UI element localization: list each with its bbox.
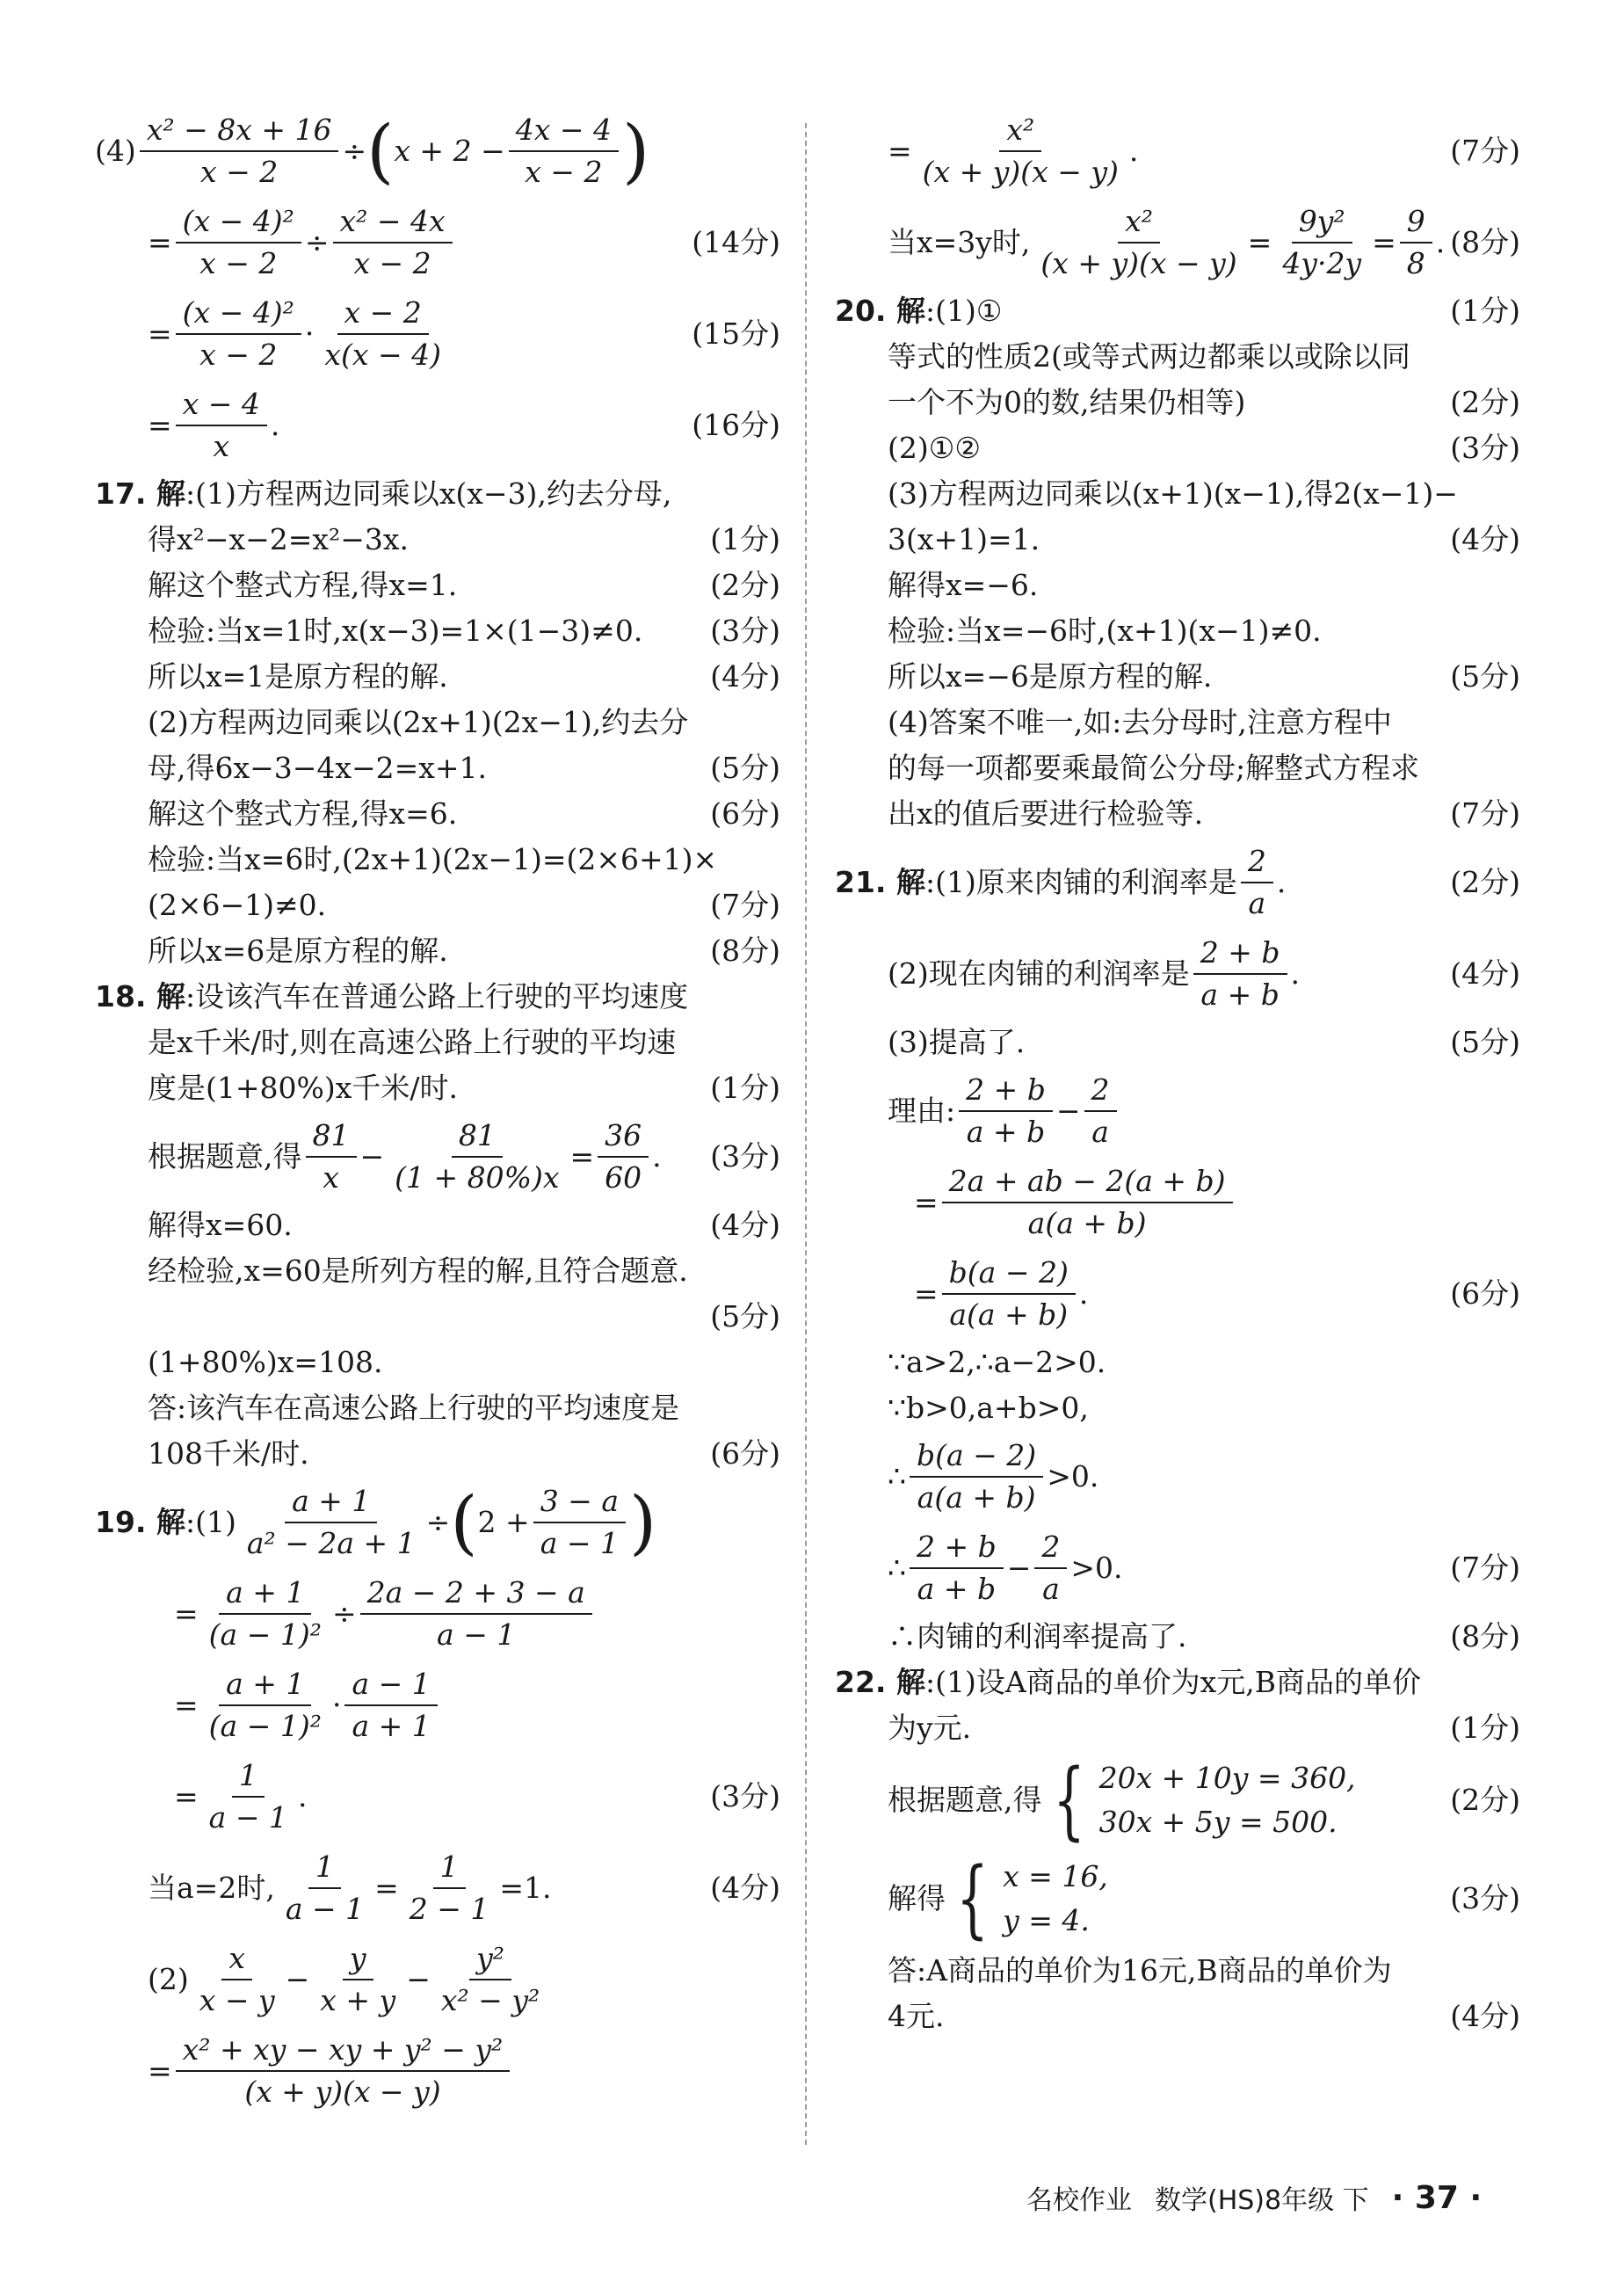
q22-line5: 答:A商品的单价为16元,B商品的单价为 bbox=[888, 1953, 1392, 1987]
q19-evaluate: 当a=2时, $\frac{1}{a - 1}$ = $\frac{1}{2 - 1}$ =1. (4分) bbox=[95, 1842, 780, 1934]
equation-system: { x = 16, y = 4. bbox=[956, 1849, 1108, 1948]
q20-line6: 3(x+1)=1. (4分) bbox=[835, 517, 1520, 563]
q20-line4: (2)①② (3分) bbox=[835, 425, 1520, 471]
score-label: (14分) bbox=[692, 225, 780, 259]
column-divider bbox=[805, 123, 807, 2145]
q20-line2: 等式的性质2(或等式两边都乘以或除以同 bbox=[888, 339, 1410, 374]
q16-4-step2: = $\frac{\text{(x − 4)²}}{x - 2}$ · $\frac{x - 2}{x(x - 4)}$ (15分) bbox=[95, 288, 780, 380]
q17-line1: 17. 解 :(1)方程两边同乘以x(x−3),约去分母, bbox=[95, 471, 780, 517]
q19-part2-step2: = $\frac{\text{x²}}{(x + y)(x - y)}$ . (7分) bbox=[835, 105, 1520, 197]
score-label: (16分) bbox=[692, 408, 780, 442]
q20-line1: 20. 解 :(1)① (1分) bbox=[835, 288, 1520, 334]
q17-line6: (2)方程两边同乘以(2x+1)(2x−1),约去分 bbox=[148, 705, 689, 739]
q22-line2: 为y元. (1分) bbox=[835, 1705, 1520, 1751]
question-number: 19. 解 bbox=[95, 1505, 185, 1539]
q21-line3: (3)提高了. (5分) bbox=[835, 1020, 1520, 1065]
score-label: (5分) bbox=[710, 751, 780, 785]
q21-line7: ∵a>2,∴a−2>0. bbox=[888, 1345, 1106, 1379]
score-label: (5分) bbox=[1450, 1025, 1520, 1059]
q18-line3: 度是(1+80%)x千米/时. (1分) bbox=[95, 1065, 780, 1111]
q21-line8: ∵b>0,a+b>0, bbox=[888, 1391, 1089, 1425]
q20-line3: 一个不为0的数,结果仍相等) (2分) bbox=[835, 380, 1520, 425]
q18-line8: (1+80%)x=108. bbox=[148, 1345, 383, 1379]
question-number: 18. 解 bbox=[95, 979, 185, 1014]
q17-line9: 检验:当x=6时,(2x+1)(2x−1)=(2×6+1)× bbox=[148, 842, 718, 876]
q18-line2: 是x千米/时,则在高速公路上行驶的平均速 bbox=[148, 1025, 677, 1059]
q16-4-step3: = $\frac{x - 4}{x}$ . (16分) bbox=[95, 380, 780, 471]
q21-reason: 理由: $\frac{2 + b}{a + b}$ − $\frac{2}{a}$ bbox=[835, 1065, 1520, 1157]
q21-line1: 21. 解 :(1)原来肉铺的利润率是 $\frac{2}{a}$ . (2分) bbox=[835, 837, 1520, 928]
score-label: (1分) bbox=[710, 522, 780, 556]
q18-line10: 108千米/时. (6分) bbox=[95, 1431, 780, 1477]
q21-reason-step2: = $\frac{b(a - 2)}{a(a + b)}$ . (6分) bbox=[835, 1248, 1520, 1340]
fraction: $\frac{\text{x² − 8x + 16}}{x - 2}$ bbox=[140, 110, 339, 193]
score-label: (4分) bbox=[1450, 956, 1520, 991]
q22-line6: 4元. (4分) bbox=[835, 1994, 1520, 2039]
question-number: 21. 解 bbox=[835, 865, 925, 899]
score-label: (15分) bbox=[692, 316, 780, 351]
q19-step3: = $\frac{1}{a - 1}$ . (3分) bbox=[95, 1751, 780, 1842]
score-label: (1分) bbox=[1450, 294, 1520, 328]
q18-line9: 答:该汽车在高速公路上行驶的平均速度是 bbox=[148, 1391, 680, 1425]
score-label: (2分) bbox=[1450, 865, 1520, 899]
q18-line6: 经检验,x=60是所列方程的解,且符合题意. bbox=[148, 1254, 688, 1288]
score-label: (1分) bbox=[710, 1071, 780, 1105]
q22-line1: 22. 解 :(1)设A商品的单价为x元,B商品的单价 bbox=[835, 1660, 1520, 1705]
score-label: (4分) bbox=[710, 659, 780, 694]
q19-step2: = $\frac{a + 1}{\text{(a − 1)²}}$ · $\frac{a - 1}{a + 1}$ bbox=[95, 1660, 780, 1751]
q17-line8: 解这个整式方程,得x=6. (6分) bbox=[95, 791, 780, 837]
q22-system: 根据题意,得 { 20x + 10y = 360, 30x + 5y = 500. (2分) bbox=[888, 1751, 1520, 1849]
q20-line8: 检验:当x=−6时,(x+1)(x−1)≠0. bbox=[888, 614, 1322, 648]
score-label: (3分) bbox=[710, 1779, 780, 1813]
score-label: (4分) bbox=[710, 1208, 780, 1242]
score-label: (3分) bbox=[1450, 431, 1520, 465]
q21-line2: (2)现在肉铺的利润率是 $\frac{2 + b}{a + b}$ . (4分) bbox=[835, 928, 1520, 1020]
q21-reason-step1: = $\frac{2a + ab - 2(a + b)}{a(a + b)}$ bbox=[835, 1157, 1520, 1248]
score-label: (7分) bbox=[1450, 1551, 1520, 1585]
score-label: (8分) bbox=[710, 934, 780, 968]
q20-line12: 出x的值后要进行检验等. (7分) bbox=[835, 791, 1520, 837]
q20-line11: 的每一项都要乘最简公分母;解整式方程求 bbox=[888, 751, 1420, 785]
score-label: (2分) bbox=[1450, 1783, 1520, 1817]
score-label: (6分) bbox=[710, 1436, 780, 1471]
q22-solution: 解得 { x = 16, y = 4. (3分) bbox=[888, 1849, 1520, 1948]
score-label: (6分) bbox=[1450, 1276, 1520, 1311]
equation-system: { 20x + 10y = 360, 30x + 5y = 500. bbox=[1052, 1751, 1356, 1849]
q18-line7 bbox=[95, 1294, 780, 1340]
q20-line5: (3)方程两边同乘以(x+1)(x−1),得2(x−1)− bbox=[888, 476, 1458, 511]
q18-line1: 18. 解 :设该汽车在普通公路上行驶的平均速度 bbox=[95, 974, 780, 1020]
q21-line9: ∴ $\frac{b(a - 2)}{a(a + b)}$ >0. bbox=[835, 1431, 1520, 1522]
right-column bbox=[835, 105, 1520, 2039]
q17-line5: 所以x=1是原方程的解. (4分) bbox=[95, 654, 780, 700]
score-label: (4分) bbox=[710, 1871, 780, 1905]
q19-part2-evaluate: 当x=3y时, $\frac{\text{x²}}{(x + y)(x - y)}$ = $\frac{\text{9y²}}{4y\cdot 2y}$ = $\frac{9}{8}$ . (8分) bbox=[835, 197, 1520, 288]
score-label: (7分) bbox=[710, 888, 780, 922]
q20-line7: 解得x=−6. bbox=[888, 568, 1039, 602]
score-label: (3分) bbox=[710, 614, 780, 648]
q16-4-step1: = $\frac{\text{(x − 4)²}}{x - 2}$ ÷ $\frac{\text{x² − 4x}}{x - 2}$ (14分) bbox=[95, 197, 780, 288]
score-label: (3分) bbox=[1450, 1881, 1520, 1915]
score-label: (5分) bbox=[1450, 659, 1520, 694]
q17-line11: 所以x=6是原方程的解. (8分) bbox=[95, 928, 780, 974]
page-footer bbox=[1026, 2178, 1482, 2217]
score-label: (2分) bbox=[710, 568, 780, 602]
q18-equation: 根据题意,得 $\frac{81}{x}$ − $\frac{81}{(1 + 80\%)x}$ = $\frac{36}{60}$ . (3分) bbox=[95, 1111, 780, 1203]
q20-line10: (4)答案不唯一,如:去分母时,注意方程中 bbox=[888, 705, 1392, 739]
q17-line3: 解这个整式方程,得x=1. (2分) bbox=[95, 563, 780, 608]
q17-line2: 得x²−x−2=x²−3x. (1分) bbox=[95, 517, 780, 563]
q21-line10: ∴ $\frac{2 + b}{a + b}$ − $\frac{2}{a}$ >0. (7分) bbox=[835, 1522, 1520, 1614]
fraction: $\frac{4x - 4}{x - 2}$ bbox=[509, 110, 619, 193]
q19-part2: (2) $\frac{x}{x - y}$ − $\frac{y}{x + y}$ − $\frac{\text{y²}}{\text{x² − y²}}$ bbox=[95, 1934, 780, 2025]
score-label: (3分) bbox=[710, 1139, 780, 1174]
q18-line5: 解得x=60. (4分) bbox=[95, 1203, 780, 1248]
subject-label: 数学(HS)8年级 下 bbox=[1155, 2185, 1369, 2216]
q17-line10: (2×6−1)≠0. (7分) bbox=[95, 883, 780, 928]
score-label: (8分) bbox=[1450, 225, 1520, 259]
question-number: 22. 解 bbox=[835, 1665, 925, 1699]
q17-line4: 检验:当x=1时,x(x−3)=1×(1−3)≠0. (3分) bbox=[95, 608, 780, 654]
q20-line9: 所以x=−6是原方程的解. (5分) bbox=[835, 654, 1520, 700]
q16-4-expression: (4) $\frac{\text{x² − 8x + 16}}{x - 2}$ ÷ ( x + 2 − $\frac{4x - 4}{x - 2}$ ) bbox=[95, 110, 650, 192]
score-label: (7分) bbox=[1450, 796, 1520, 831]
question-number: 20. 解 bbox=[835, 294, 925, 328]
score-label: (1分) bbox=[1450, 1711, 1520, 1745]
score-label: (6分) bbox=[710, 796, 780, 831]
score-label: (5分) bbox=[710, 1299, 780, 1333]
q19-expression: 19. 解 :(1) $\frac{a + 1}{\text{a² − 2a + 1}}$ ÷ ( 2 + $\frac{3 - a}{a - 1}$ ) bbox=[95, 1481, 657, 1563]
q19-part2-step1: = $\frac{\text{x² + xy − xy + y² − y²}}{(x + y)(x - y)}$ bbox=[95, 2025, 780, 2117]
question-number: 17. 解 bbox=[95, 476, 185, 511]
score-label: (2分) bbox=[1450, 385, 1520, 419]
score-label: (7分) bbox=[1450, 134, 1520, 168]
book-title: 名校作业 bbox=[1026, 2185, 1132, 2216]
score-label: (4分) bbox=[1450, 522, 1520, 556]
q17-line7: 母,得6x−3−4x−2=x+1. (5分) bbox=[95, 745, 780, 791]
q21-line11: ∴肉铺的利润率提高了. (8分) bbox=[835, 1614, 1520, 1660]
page-number: · 37 · bbox=[1391, 2179, 1483, 2216]
score-label: (8分) bbox=[1450, 1619, 1520, 1653]
score-label: (4分) bbox=[1450, 1999, 1520, 2033]
q19-step1: = $\frac{a + 1}{\text{(a − 1)²}}$ ÷ $\frac{2a - 2 + 3 - a}{a - 1}$ bbox=[95, 1568, 780, 1660]
left-column bbox=[95, 105, 780, 2117]
